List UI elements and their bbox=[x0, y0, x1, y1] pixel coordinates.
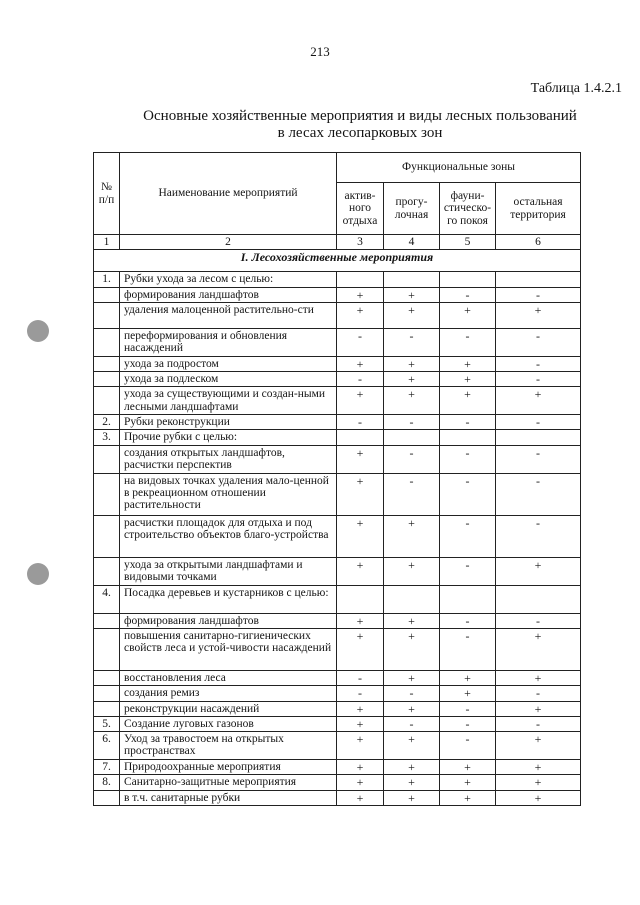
activity-name: восстановления леса bbox=[120, 670, 337, 685]
zone-mark bbox=[384, 585, 440, 613]
zone-mark: + bbox=[440, 356, 496, 371]
zone-mark: - bbox=[440, 557, 496, 585]
activity-name: ухода за открытыми ландшафтами и видовыми точками bbox=[120, 557, 337, 585]
zone-mark: + bbox=[337, 356, 384, 371]
activity-name: на видовых точках удаления мало-ценной в рекреационном отношении растительности bbox=[120, 473, 337, 515]
row-number bbox=[94, 302, 120, 328]
zone-mark: + bbox=[440, 686, 496, 701]
zone-mark: - bbox=[384, 473, 440, 515]
zone-mark bbox=[337, 272, 384, 287]
table-row bbox=[94, 732, 581, 760]
zone-mark: + bbox=[384, 387, 440, 415]
table-row bbox=[94, 287, 581, 302]
row-number bbox=[94, 515, 120, 557]
page-number: 213 bbox=[310, 44, 330, 59]
zone-mark: - bbox=[384, 686, 440, 701]
zone-mark: + bbox=[496, 732, 581, 760]
row-number bbox=[94, 372, 120, 387]
zone-mark: + bbox=[337, 387, 384, 415]
table-row bbox=[94, 328, 581, 356]
column-numbers-row bbox=[94, 235, 581, 250]
row-number bbox=[94, 790, 120, 805]
zone-mark: + bbox=[384, 628, 440, 670]
table-row bbox=[94, 790, 581, 805]
zone-mark bbox=[337, 585, 384, 613]
zone-mark: - bbox=[440, 732, 496, 760]
row-number bbox=[94, 557, 120, 585]
row-number bbox=[94, 670, 120, 685]
title-line-2: в лесах лесопарковых зон bbox=[277, 125, 443, 141]
table-row bbox=[94, 272, 581, 287]
zone-mark: - bbox=[440, 628, 496, 670]
table-row bbox=[94, 628, 581, 670]
zone-mark bbox=[496, 430, 581, 445]
table-row bbox=[94, 701, 581, 716]
zone-mark: + bbox=[384, 613, 440, 628]
row-number: 3. bbox=[94, 430, 120, 445]
zone-mark: - bbox=[440, 445, 496, 473]
row-number: 5. bbox=[94, 716, 120, 731]
row-number bbox=[94, 356, 120, 371]
row-number bbox=[94, 387, 120, 415]
zone-mark: - bbox=[440, 415, 496, 430]
row-number: 6. bbox=[94, 732, 120, 760]
table-row bbox=[94, 372, 581, 387]
table-row bbox=[94, 515, 581, 557]
zone-mark bbox=[337, 430, 384, 445]
zone-mark: - bbox=[496, 473, 581, 515]
activity-name: ухода за существующими и создан-ными лесными ландшафтами bbox=[120, 387, 337, 415]
table-row bbox=[94, 716, 581, 731]
zone-mark: + bbox=[337, 732, 384, 760]
header-row-1 bbox=[94, 153, 581, 183]
zone-mark bbox=[384, 430, 440, 445]
zone-mark: - bbox=[337, 415, 384, 430]
zone-mark: + bbox=[496, 557, 581, 585]
table-row bbox=[94, 473, 581, 515]
col-number: 6 bbox=[496, 235, 581, 250]
zone-mark: - bbox=[337, 328, 384, 356]
zone-mark: - bbox=[440, 328, 496, 356]
row-number bbox=[94, 686, 120, 701]
zone-mark: + bbox=[384, 775, 440, 790]
zone-mark: + bbox=[384, 302, 440, 328]
activity-name: Природоохранные мероприятия bbox=[120, 760, 337, 775]
activity-name: Рубки реконструкции bbox=[120, 415, 337, 430]
zone-mark: + bbox=[440, 760, 496, 775]
zone-mark: + bbox=[337, 557, 384, 585]
zone-mark: - bbox=[384, 445, 440, 473]
table-row bbox=[94, 760, 581, 775]
table-row bbox=[94, 775, 581, 790]
zone-mark: - bbox=[496, 716, 581, 731]
zone-mark: - bbox=[496, 287, 581, 302]
zone-mark: - bbox=[496, 415, 581, 430]
zone-mark bbox=[496, 585, 581, 613]
zone-mark: - bbox=[384, 415, 440, 430]
section-title: I. Лесохозяйственные мероприятия bbox=[94, 250, 581, 272]
zone-mark: + bbox=[384, 670, 440, 685]
header-zone-walking: прогу-лочная bbox=[384, 183, 440, 235]
activity-name: создания открытых ландшафтов, расчистки перспектив bbox=[120, 445, 337, 473]
row-number: 8. bbox=[94, 775, 120, 790]
zone-mark: + bbox=[384, 372, 440, 387]
row-number bbox=[94, 473, 120, 515]
row-number bbox=[94, 287, 120, 302]
section-header-row bbox=[94, 250, 581, 272]
zone-mark: + bbox=[440, 670, 496, 685]
punch-hole-bottom bbox=[27, 563, 49, 585]
zone-mark: + bbox=[440, 372, 496, 387]
table-row bbox=[94, 557, 581, 585]
zone-mark: + bbox=[337, 515, 384, 557]
zone-mark: + bbox=[337, 445, 384, 473]
zone-mark: + bbox=[384, 515, 440, 557]
table-row bbox=[94, 613, 581, 628]
zone-mark: + bbox=[337, 473, 384, 515]
activity-name: переформирования и обновления насаждений bbox=[120, 328, 337, 356]
header-name: Наименование мероприятий bbox=[120, 153, 337, 235]
activity-name: повышения санитарно-гигиенических свойств леса и устой-чивости насаждений bbox=[120, 628, 337, 670]
activity-name: ухода за подростом bbox=[120, 356, 337, 371]
zone-mark: + bbox=[496, 302, 581, 328]
table-row bbox=[94, 585, 581, 613]
header-num: № п/п bbox=[94, 153, 120, 235]
activity-name: Санитарно-защитные мероприятия bbox=[120, 775, 337, 790]
row-number bbox=[94, 628, 120, 670]
zone-mark: - bbox=[496, 328, 581, 356]
table-row bbox=[94, 670, 581, 685]
col-number: 5 bbox=[440, 235, 496, 250]
row-number bbox=[94, 613, 120, 628]
header-zone-active: актив-ного отдыха bbox=[337, 183, 384, 235]
table-row bbox=[94, 356, 581, 371]
zone-mark: - bbox=[496, 515, 581, 557]
zone-mark: + bbox=[440, 790, 496, 805]
zone-mark: + bbox=[384, 732, 440, 760]
zone-mark: - bbox=[496, 686, 581, 701]
zone-mark: + bbox=[496, 775, 581, 790]
zone-mark bbox=[440, 585, 496, 613]
zone-mark: - bbox=[440, 473, 496, 515]
zone-mark: + bbox=[384, 356, 440, 371]
zone-mark: - bbox=[337, 686, 384, 701]
punch-hole-top bbox=[27, 320, 49, 342]
zone-mark bbox=[496, 272, 581, 287]
zone-mark: - bbox=[384, 716, 440, 731]
zone-mark: + bbox=[384, 701, 440, 716]
row-number bbox=[94, 328, 120, 356]
activity-name: Уход за травостоем на открытых пространствах bbox=[120, 732, 337, 760]
table-row bbox=[94, 430, 581, 445]
zone-mark: - bbox=[440, 287, 496, 302]
zone-mark: + bbox=[496, 790, 581, 805]
col-number: 1 bbox=[94, 235, 120, 250]
zone-mark: - bbox=[496, 613, 581, 628]
zone-mark: + bbox=[440, 387, 496, 415]
zone-mark bbox=[384, 272, 440, 287]
row-number bbox=[94, 701, 120, 716]
zone-mark bbox=[440, 272, 496, 287]
table-body bbox=[94, 272, 581, 806]
zone-mark: + bbox=[337, 760, 384, 775]
row-number bbox=[94, 445, 120, 473]
header-zone-fauna: фауни-стическо-го покоя bbox=[440, 183, 496, 235]
activity-name: удаления малоценной растительно-сти bbox=[120, 302, 337, 328]
zone-mark: - bbox=[440, 515, 496, 557]
table-row bbox=[94, 387, 581, 415]
table-id: Таблица 1.4.2.1 bbox=[530, 81, 622, 96]
col-number: 4 bbox=[384, 235, 440, 250]
zone-mark: + bbox=[337, 701, 384, 716]
header-zones-group: Функциональные зоны bbox=[337, 153, 581, 183]
zone-mark: + bbox=[337, 287, 384, 302]
header-zone-other: остальная территория bbox=[496, 183, 581, 235]
activity-name: Рубки ухода за лесом с целью: bbox=[120, 272, 337, 287]
activity-name: ухода за подлеском bbox=[120, 372, 337, 387]
col-number: 3 bbox=[337, 235, 384, 250]
zone-mark: + bbox=[337, 628, 384, 670]
zone-mark: + bbox=[496, 701, 581, 716]
zone-mark: - bbox=[496, 445, 581, 473]
zone-mark: + bbox=[496, 670, 581, 685]
zone-mark: + bbox=[384, 557, 440, 585]
zone-mark: - bbox=[337, 372, 384, 387]
row-number: 4. bbox=[94, 585, 120, 613]
zone-mark: - bbox=[440, 701, 496, 716]
document-title bbox=[110, 108, 610, 142]
zone-mark: + bbox=[384, 760, 440, 775]
activity-name: Прочие рубки с целью: bbox=[120, 430, 337, 445]
activities-table bbox=[93, 152, 581, 806]
row-number: 2. bbox=[94, 415, 120, 430]
activity-name: формирования ландшафтов bbox=[120, 613, 337, 628]
title-line-1: Основные хозяйственные мероприятия и виды лесных пользований bbox=[143, 108, 577, 124]
activity-name: создания ремиз bbox=[120, 686, 337, 701]
zone-mark: + bbox=[384, 287, 440, 302]
activity-name: формирования ландшафтов bbox=[120, 287, 337, 302]
zone-mark: + bbox=[337, 775, 384, 790]
zone-mark: + bbox=[384, 790, 440, 805]
zone-mark: + bbox=[337, 613, 384, 628]
row-number: 7. bbox=[94, 760, 120, 775]
zone-mark: + bbox=[440, 775, 496, 790]
zone-mark: + bbox=[496, 628, 581, 670]
zone-mark: - bbox=[496, 372, 581, 387]
zone-mark: + bbox=[337, 716, 384, 731]
zone-mark: - bbox=[496, 356, 581, 371]
row-number: 1. bbox=[94, 272, 120, 287]
activity-name: в т.ч. санитарные рубки bbox=[120, 790, 337, 805]
zone-mark: - bbox=[384, 328, 440, 356]
zone-mark: + bbox=[337, 302, 384, 328]
zone-mark bbox=[440, 430, 496, 445]
zone-mark: + bbox=[337, 790, 384, 805]
table-row bbox=[94, 302, 581, 328]
activity-name: Создание луговых газонов bbox=[120, 716, 337, 731]
activity-name: реконструкции насаждений bbox=[120, 701, 337, 716]
zone-mark: - bbox=[337, 670, 384, 685]
zone-mark: + bbox=[496, 387, 581, 415]
zone-mark: + bbox=[496, 760, 581, 775]
col-number: 2 bbox=[120, 235, 337, 250]
activity-name: расчистки площадок для отдыха и под строительство объектов благо-устройства bbox=[120, 515, 337, 557]
zone-mark: - bbox=[440, 716, 496, 731]
zone-mark: + bbox=[440, 302, 496, 328]
table-row bbox=[94, 686, 581, 701]
table-row bbox=[94, 445, 581, 473]
activity-name: Посадка деревьев и кустарников с целью: bbox=[120, 585, 337, 613]
zone-mark: - bbox=[440, 613, 496, 628]
table-row bbox=[94, 415, 581, 430]
